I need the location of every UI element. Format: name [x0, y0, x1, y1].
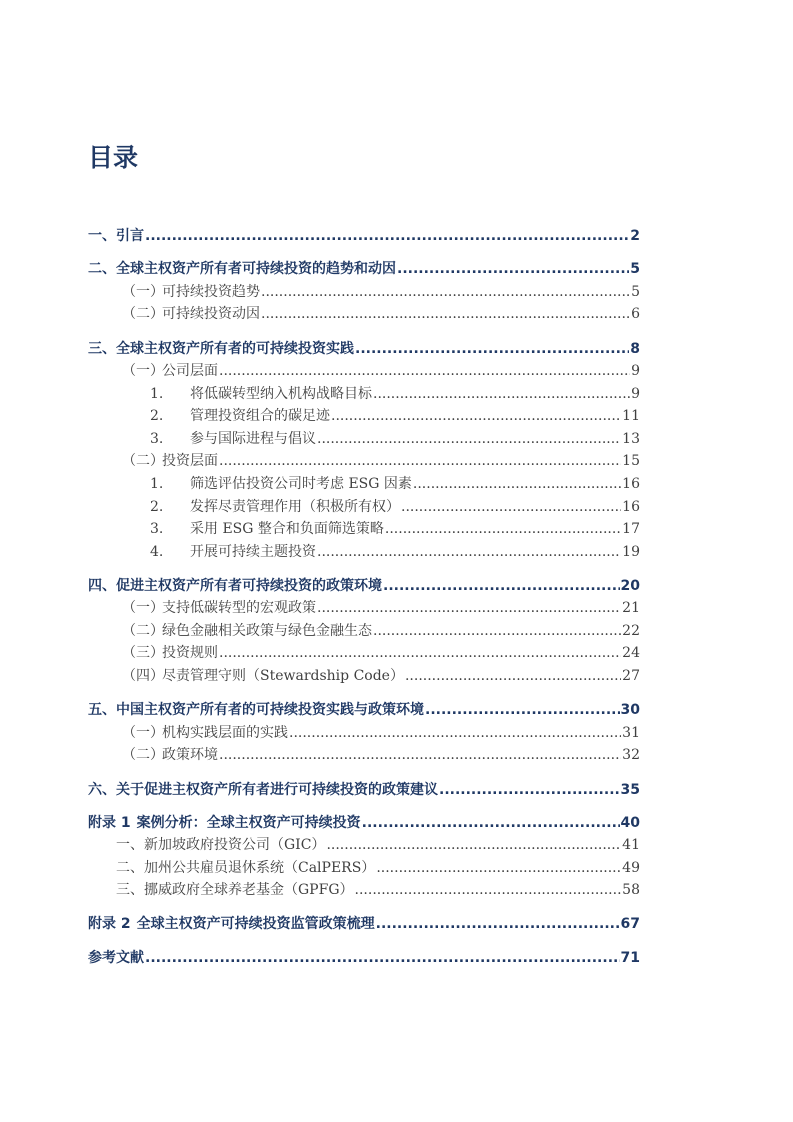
toc-entry-number: 四、 [88, 578, 116, 594]
toc-leader-dots [317, 599, 621, 617]
toc-entry-number: 4. [150, 544, 164, 560]
toc-entry-text: 可持续投资动因 [162, 306, 260, 322]
toc-entry-text: 投资规则 [162, 645, 218, 661]
toc-leader-dots [383, 577, 620, 595]
toc-entry-text: 促进主权资产所有者可持续投资的政策环境 [116, 578, 382, 594]
toc-entry[interactable] [88, 742, 640, 764]
toc-entry-text: 一、新加坡政府投资公司（GIC） [116, 837, 326, 853]
toc-leader-dots [397, 260, 629, 278]
toc-entry-text: 关于促进主权资产所有者进行可持续投资的政策建议 [116, 782, 438, 798]
toc-entry[interactable] [88, 810, 640, 832]
toc-entry-page: 20 [620, 578, 640, 594]
toc-entry-page: 22 [622, 623, 640, 639]
toc-entry[interactable] [88, 381, 640, 403]
toc-entry-text: 引言 [116, 228, 144, 244]
toc-entry-page: 9 [631, 386, 640, 402]
toc-entry[interactable] [88, 279, 640, 301]
toc-leader-dots [261, 305, 630, 323]
toc-entry[interactable] [88, 539, 640, 561]
toc-entry-number: 一、 [88, 228, 116, 244]
toc-leader-dots [425, 701, 620, 719]
toc-leader-dots [413, 475, 621, 493]
toc-leader-dots [331, 407, 621, 425]
toc-entry-page: 8 [630, 341, 640, 357]
toc-entry[interactable] [88, 945, 640, 967]
toc-entry[interactable] [88, 336, 640, 358]
toc-entry-number: （三） [122, 645, 164, 661]
toc-title: 目录 [88, 143, 139, 172]
toc-entry-text: 参考文献 [88, 950, 144, 966]
toc-entry-number: （一） [122, 284, 164, 300]
toc-entry-number: （一） [122, 363, 164, 379]
toc-leader-dots [385, 520, 621, 538]
toc-entry[interactable] [88, 595, 640, 617]
toc-entry-number: 3. [150, 431, 164, 447]
toc-entry-number: （二） [122, 306, 164, 322]
toc-entry-page: 30 [620, 702, 640, 718]
toc-leader-dots [145, 949, 620, 967]
toc-entry-text: 三、挪威政府全球养老基金（GPFG） [116, 882, 354, 898]
toc-entry-number: 二、 [88, 261, 116, 277]
toc-entry-page: 27 [622, 668, 640, 684]
toc-entry-page: 31 [622, 725, 640, 741]
toc-entry-number: 三、 [88, 341, 116, 357]
toc-entry-number: （四） [122, 668, 164, 684]
toc-entry[interactable] [88, 256, 640, 278]
toc-leader-dots [145, 227, 629, 245]
toc-entry-number: 3. [150, 521, 164, 537]
toc-entry-number: 1. [150, 476, 164, 492]
toc-leader-dots [439, 781, 620, 799]
toc-entry-page: 32 [622, 747, 640, 763]
toc-entry[interactable] [88, 697, 640, 719]
toc-entry-number: （二） [122, 623, 164, 639]
toc-entry-page: 35 [620, 782, 640, 798]
toc-entry-text: 将低碳转型纳入机构战略目标 [190, 386, 372, 402]
toc-entry-page: 5 [630, 261, 640, 277]
toc-entry[interactable] [88, 832, 640, 854]
toc-leader-dots [219, 362, 630, 380]
toc-entry-text: 发挥尽责管理作用（积极所有权） [190, 499, 400, 515]
toc-entry[interactable] [88, 573, 640, 595]
toc-entry-number: （一） [122, 600, 164, 616]
toc-entry-number: 附录 1 [88, 815, 131, 831]
toc-entry-text: 全球主权资产所有者可持续投资的趋势和动因 [116, 261, 396, 277]
toc-entry-number: （二） [122, 747, 164, 763]
toc-entry-page: 6 [631, 306, 640, 322]
toc-entry-page: 40 [620, 815, 640, 831]
toc-entry[interactable] [88, 720, 640, 742]
toc-leader-dots [219, 452, 621, 470]
toc-leader-dots [405, 667, 621, 685]
toc-entry[interactable] [88, 301, 640, 323]
toc-leader-dots [355, 340, 629, 358]
toc-entry[interactable] [88, 358, 640, 380]
toc-entry-number: 六、 [88, 782, 116, 798]
toc-leader-dots [219, 746, 621, 764]
toc-entry-number: （一） [122, 725, 164, 741]
toc-entry-text: 开展可持续主题投资 [190, 544, 316, 560]
toc-entry-page: 19 [622, 544, 640, 560]
toc-entry-page: 9 [631, 363, 640, 379]
toc-leader-dots [362, 814, 620, 832]
toc-leader-dots [355, 881, 622, 899]
toc-leader-dots [373, 622, 621, 640]
toc-leader-dots [376, 859, 621, 877]
toc-entry-text: 采用 ESG 整合和负面筛选策略 [190, 521, 384, 537]
toc-leader-dots [401, 498, 621, 516]
toc-entry-text: 二、加州公共雇员退休系统（CalPERS） [116, 860, 376, 876]
toc-entry-page: 5 [631, 284, 640, 300]
toc-entry-number: 2. [150, 408, 164, 424]
toc-leader-dots [317, 430, 621, 448]
toc-entry[interactable] [88, 471, 640, 493]
toc-entry-number: 2. [150, 499, 164, 515]
toc-leader-dots [289, 724, 621, 742]
toc-leader-dots [317, 543, 621, 561]
toc-entry-page: 13 [622, 431, 640, 447]
toc-entry-number: （二） [122, 453, 164, 469]
toc-leader-dots [326, 836, 621, 854]
toc-entry[interactable] [88, 911, 640, 933]
toc-entry-page: 71 [620, 950, 640, 966]
toc-entry-page: 15 [622, 453, 640, 469]
toc-entry-text: 政策环境 [162, 747, 218, 763]
toc-entry-text: 管理投资组合的碳足迹 [190, 408, 330, 424]
toc-entry-text: 全球主权资产可持续投资监管政策梳理 [136, 916, 375, 932]
toc-entry-page: 16 [622, 499, 640, 515]
toc-entry[interactable] [88, 640, 640, 662]
toc-entry-text: 尽责管理守则（Stewardship Code） [162, 668, 404, 684]
toc-entry-text: 公司层面 [162, 363, 218, 379]
toc-entry-page: 11 [622, 408, 640, 424]
toc-entry-text: 全球主权资产所有者的可持续投资实践 [116, 341, 354, 357]
toc-entry[interactable] [88, 877, 640, 899]
toc-entry[interactable] [88, 663, 640, 685]
toc-leader-dots [376, 915, 620, 933]
toc-leader-dots [261, 283, 630, 301]
toc-entry-page: 2 [630, 228, 640, 244]
toc-entry[interactable] [88, 494, 640, 516]
toc-entry-text: 可持续投资趋势 [162, 284, 260, 300]
toc-entry-text: 支持低碳转型的宏观政策 [162, 600, 316, 616]
toc-entry[interactable] [88, 223, 640, 245]
toc-entry[interactable] [88, 855, 640, 877]
toc-entry-text: 筛选评估投资公司时考虑 ESG 因素 [190, 476, 412, 492]
toc-entry[interactable] [88, 448, 640, 470]
toc-entry[interactable] [88, 777, 640, 799]
toc-entry-page: 67 [620, 916, 640, 932]
toc-entry-page: 58 [622, 882, 640, 898]
toc-entry-page: 16 [622, 476, 640, 492]
toc-entry-text: 投资层面 [162, 453, 218, 469]
toc-leader-dots [219, 644, 621, 662]
toc-entry-number: 五、 [88, 702, 116, 718]
toc-entry-number: 1. [150, 386, 164, 402]
toc-entry-number: 附录 2 [88, 916, 131, 932]
toc-entry-page: 41 [622, 837, 640, 853]
toc-entry-text: 中国主权资产所有者的可持续投资实践与政策环境 [116, 702, 424, 718]
toc-entry-text: 机构实践层面的实践 [162, 725, 288, 741]
toc-entry-page: 17 [622, 521, 640, 537]
toc-leader-dots [373, 385, 630, 403]
toc-entry-text: 绿色金融相关政策与绿色金融生态 [162, 623, 372, 639]
toc-entry-page: 21 [622, 600, 640, 616]
toc-entry-text: 参与国际进程与倡议 [190, 431, 316, 447]
toc-entry-page: 24 [622, 645, 640, 661]
toc-entry-text: 案例分析：全球主权资产可持续投资 [136, 815, 361, 831]
toc-entry[interactable] [88, 516, 640, 538]
toc-entry[interactable] [88, 426, 640, 448]
toc-entry[interactable] [88, 618, 640, 640]
toc-entry-page: 49 [622, 860, 640, 876]
toc-entry[interactable] [88, 403, 640, 425]
